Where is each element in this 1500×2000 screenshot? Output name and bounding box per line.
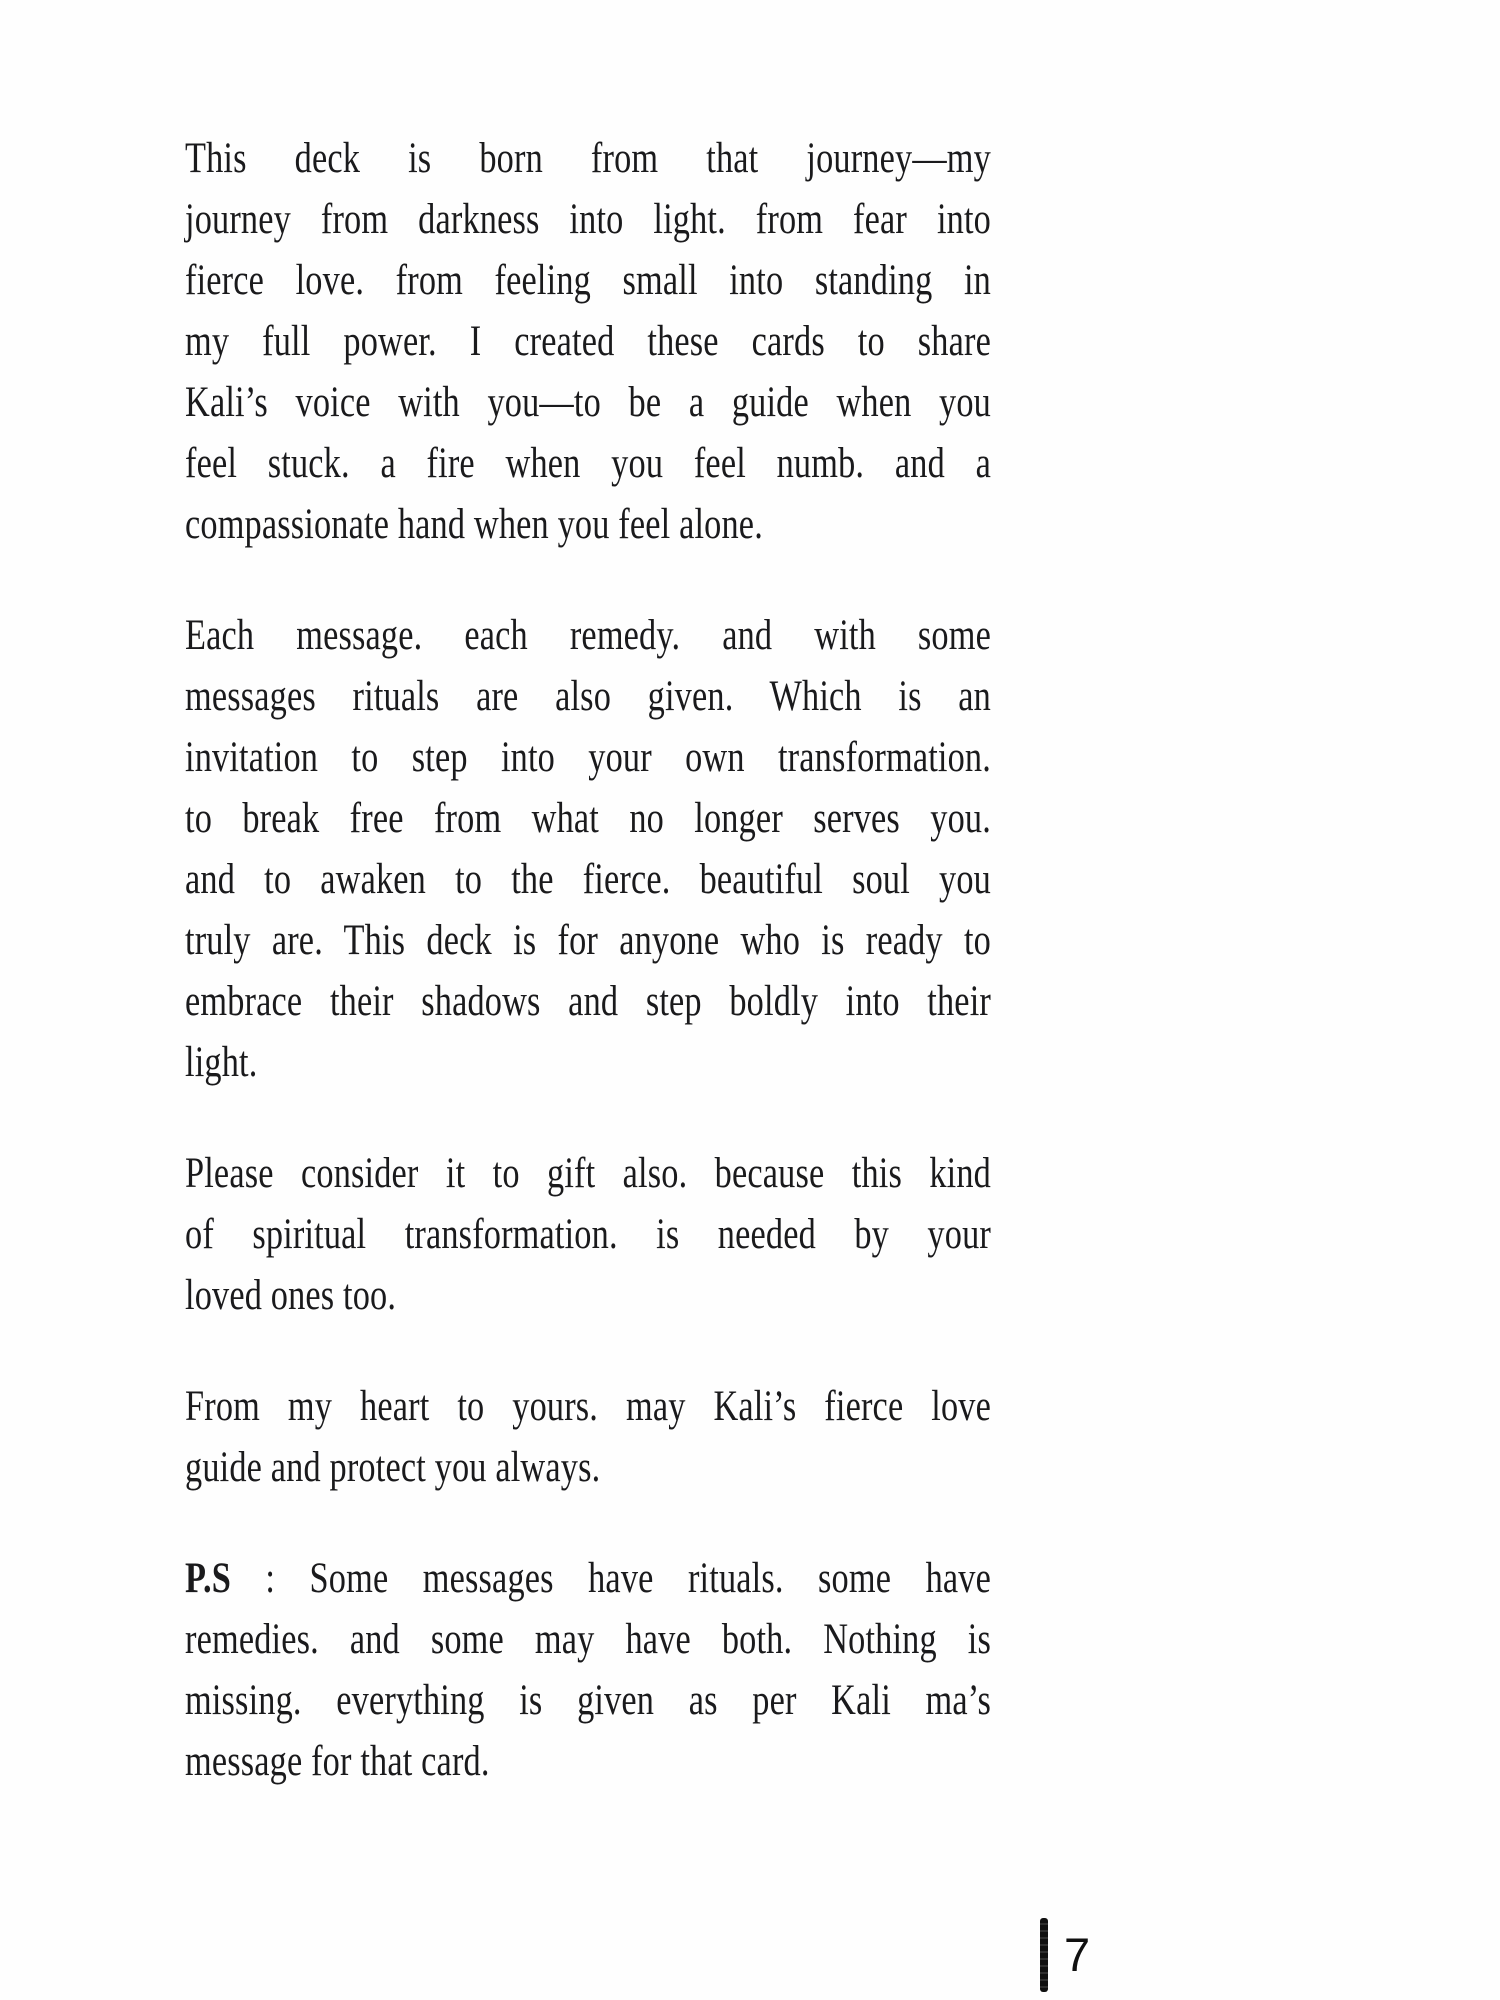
- text-line: invitation to step into your own transformation.: [185, 734, 991, 781]
- text-line: This deck is born from that journey—my: [185, 135, 991, 182]
- text-line: embrace their shadows and step boldly into their: [185, 978, 991, 1025]
- page-number-group: [1040, 1918, 1090, 1992]
- text-line: compassionate hand when you feel alone.: [185, 501, 763, 548]
- text-line: truly are. This deck is for anyone who is ready to: [185, 917, 991, 964]
- text-line: guide and protect you always.: [185, 1444, 601, 1491]
- page-number-divider: [1040, 1918, 1048, 1992]
- text-line: loved ones too.: [185, 1272, 397, 1319]
- text-line: Kali’s voice with you—to be a guide when you: [185, 379, 991, 426]
- text-line: my full power. I created these cards to share: [185, 318, 991, 365]
- text-line: to break free from what no longer serves you.: [185, 795, 991, 842]
- text-line: feel stuck. a fire when you feel numb. and a: [185, 440, 991, 487]
- paragraph: [185, 1548, 991, 1792]
- paragraph: [185, 605, 991, 1093]
- text-line: messages rituals are also given. Which is an: [185, 673, 991, 720]
- text-line: light.: [185, 1039, 258, 1086]
- text-line: From my heart to yours. may Kali’s fierce love: [185, 1383, 991, 1430]
- text-line: journey from darkness into light. from fear into: [185, 196, 991, 243]
- text-line: remedies. and some may have both. Nothing is: [185, 1616, 991, 1663]
- ps-label: P.S: [185, 1555, 231, 1602]
- text-line: of spiritual transformation. is needed by your: [185, 1211, 991, 1258]
- text-block: [185, 128, 991, 1792]
- text-line: Each message. each remedy. and with some: [185, 612, 991, 659]
- paragraph: [185, 128, 991, 555]
- text-line: Please consider it to gift also. because this kind: [185, 1150, 991, 1197]
- text-line: message for that card.: [185, 1738, 490, 1785]
- text-line: P.S : Some messages have rituals. some have: [185, 1555, 991, 1602]
- text-line: fierce love. from feeling small into standing in: [185, 257, 991, 304]
- text-line: missing. everything is given as per Kali ma’s: [185, 1677, 991, 1724]
- paragraph: [185, 1376, 991, 1498]
- page-number: 7: [1064, 1928, 1091, 1981]
- paragraph: [185, 1143, 991, 1326]
- text-line: and to awaken to the fierce. beautiful soul you: [185, 856, 991, 903]
